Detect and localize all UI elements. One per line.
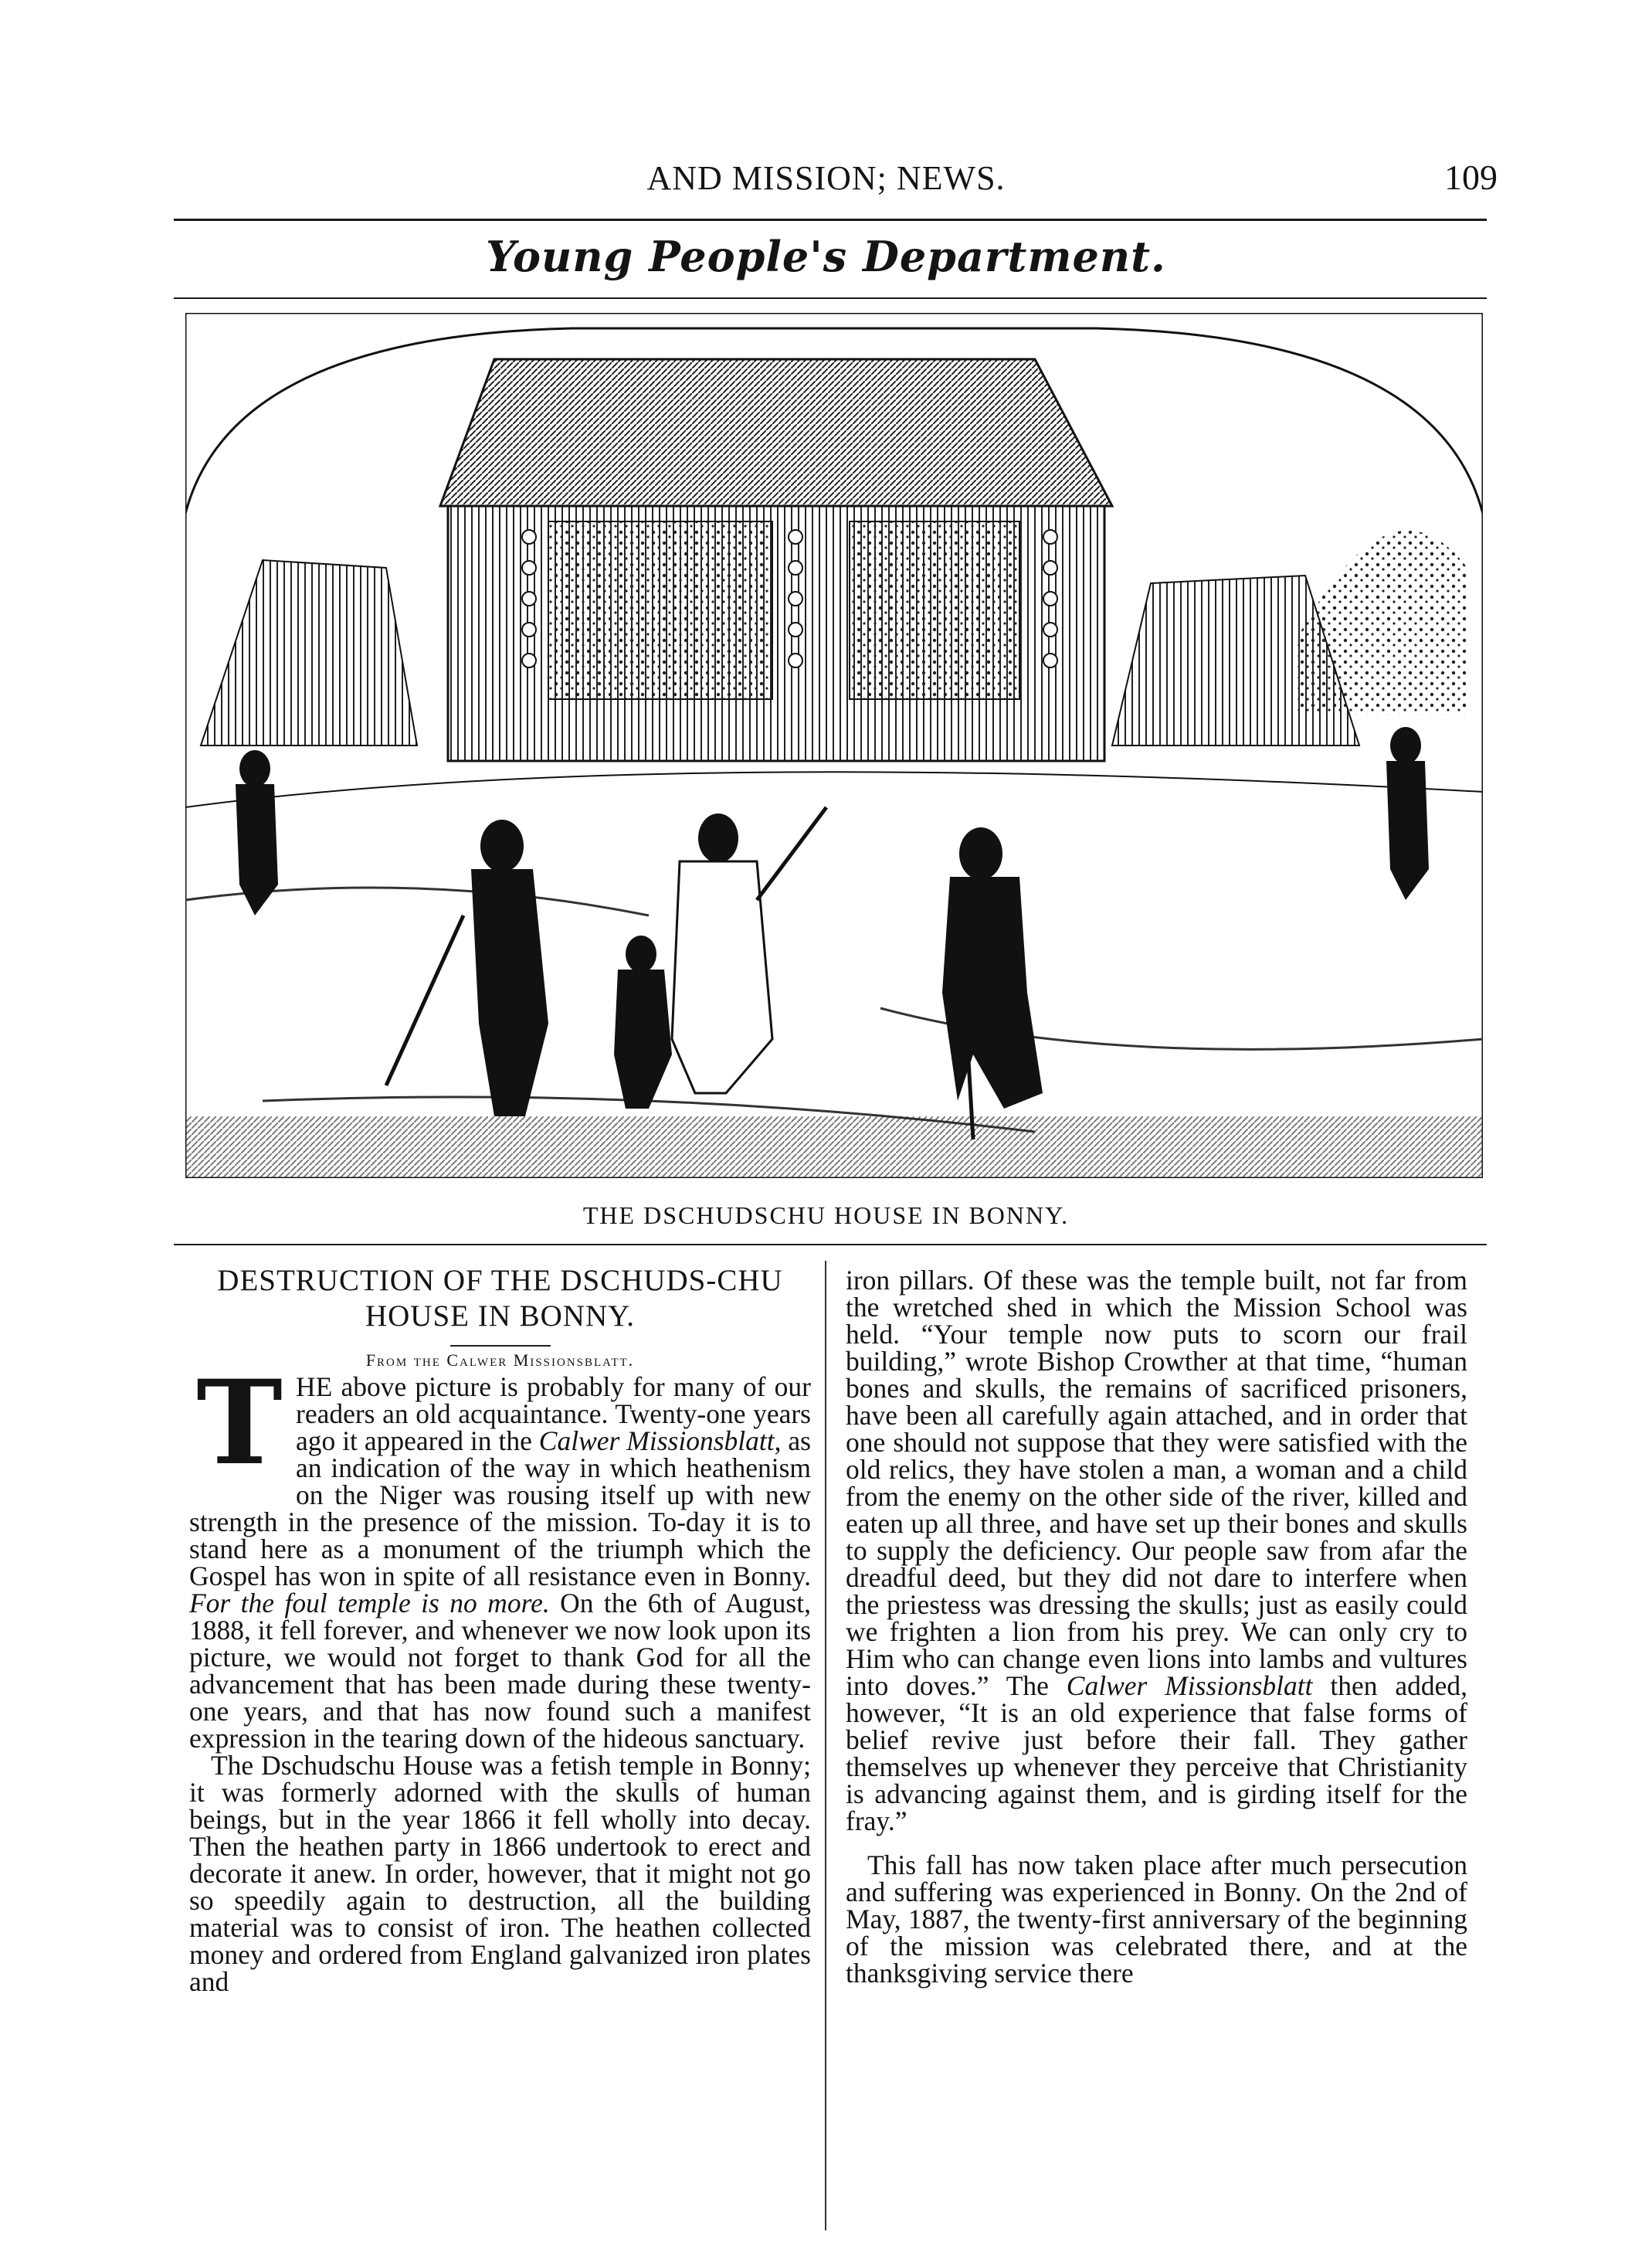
department-rule (174, 297, 1487, 299)
running-header-title: AND MISSION; NEWS. (646, 159, 1006, 197)
column-divider (825, 1261, 826, 2230)
article-left-column (189, 1263, 811, 1995)
header-rule (174, 219, 1487, 221)
article-right-column (846, 1267, 1467, 1987)
paragraph-3 (846, 1267, 1467, 1835)
paragraph-1-middle: , as an indication of the way in which heathenism on the Niger was rousing itself up with new strength in the presence of the mission. To-day it is to stand here as a monument of the triumph which the Gospel has won in spite of all resistance even in Bonny. (189, 1425, 811, 1591)
paragraph-1-lead: HE above picture is probably for many of our readers an old acquaintance. Twenty-one years ago it appeared in the (296, 1371, 811, 1456)
caption-rule (174, 1244, 1487, 1245)
paragraph-3-emphasis: Calwer Missionsblatt (1066, 1670, 1313, 1701)
engraving-illustration (185, 313, 1483, 1178)
page-number: 109 (1444, 158, 1498, 197)
illustration-caption: THE DSCHUDSCHU HOUSE IN BONNY. (582, 1201, 1070, 1229)
paragraph-2: The Dschudschu House was a fetish temple in Bonny; it was formerly adorned with the skulls of human beings, but in the year 1866 it fell wholly into decay. Then the heathen party in 1866 undertook to erect and decorate it anew. In order, however, that it might not go so speedily again to destruction, all the building material was to consist of iron. The heathen collected money and ordered from England galvanized iron plates and (189, 1750, 811, 1997)
paragraph-1-tail: On the 6th of August, 1888, it fell forever, and whenever we now look upon its picture, we would not forget to thank God for all the advancement that has been made during these twenty-one years, and that has now found such a manifest expression in the tearing down of the hideous sanctuary. (189, 1588, 812, 1754)
drop-cap: T (196, 1355, 283, 1491)
article-title: DESTRUCTION OF THE DSCHUDS-CHU HOUSE IN BONNY. (217, 1264, 783, 1333)
paragraph-3-tail: then added, however, “It is an old experience that false forms of belief revive just before their fall. They gather themselves up whenever they perceive that Christianity is advancing against them, and is girding itself for the fray.” (846, 1670, 1467, 1836)
paragraph-1-emphasis-1: Calwer Missionsblatt (538, 1425, 775, 1456)
paragraph-4: This fall has now taken place after much persecution and suffering was experienced in Bonny. On the 2nd of May, 1887, the twenty-first anniversary of the beginning of the mission was celebrated there, and at the thanksgiving service there (846, 1849, 1467, 1989)
article-source: From the Calwer Missionsblatt. (365, 1350, 635, 1370)
department-heading: Young People's Department. (486, 232, 1166, 281)
paragraph-1-emphasis-2: For the foul temple is no more. (189, 1588, 550, 1618)
paragraph-3-lead: iron pillars. Of these was the temple built, not far from the wretched shed in which the Mission School was held. “Your temple now puts to scorn our frail building,” wrote Bishop Crowther at that time, “human bones and skulls, the remains of sacrificed prisoners, have been all carefully again attached, and in order that one should not suppose that they were satisfied with the old relics, they have stolen a man, a woman and a child from the enemy on the other side of the river, killed and eaten up all three, and have set up their bones and skulls to supply the deficiency. Our people saw from afar the dreadful deed, but they did not dare to interfere when the priestess was dressing the skulls; just as easily could we frighten a lion from his prey. We can only cry to Him who can change even lions into lambs and vultures into doves.” The (846, 1265, 1467, 1701)
